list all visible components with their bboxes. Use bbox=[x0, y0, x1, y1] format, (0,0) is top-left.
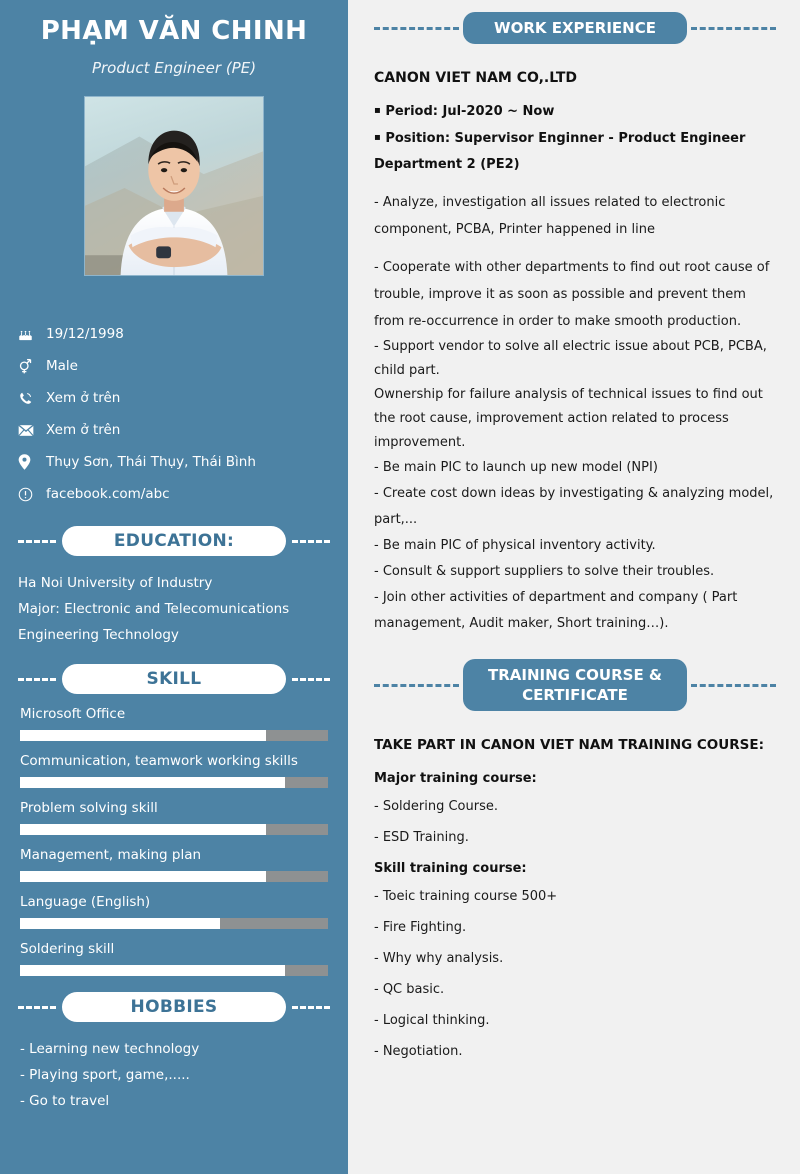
skill-bar-fill bbox=[20, 871, 266, 882]
work-bullet: - Consult & support suppliers to solve their troubles. bbox=[374, 564, 715, 579]
dash-right bbox=[292, 678, 330, 681]
hobbies-header bbox=[0, 992, 348, 1022]
skill-item bbox=[20, 706, 328, 741]
training-heading bbox=[463, 659, 687, 711]
work-experience-heading: WORK EXPERIENCE bbox=[463, 12, 687, 44]
company-name: CANON VIET NAM CO,.LTD bbox=[374, 70, 577, 86]
training-item: - Toeic training course 500+ bbox=[374, 889, 558, 904]
dash-right bbox=[292, 540, 330, 543]
training-item: - Soldering Course. bbox=[374, 799, 498, 814]
hobbies-heading: HOBBIES bbox=[62, 992, 286, 1022]
hobby-item: - Playing sport, game,..... bbox=[20, 1067, 190, 1083]
skill-heading: SKILL bbox=[62, 664, 286, 694]
skill-bar-fill bbox=[20, 965, 285, 976]
dash-left bbox=[18, 1006, 56, 1009]
contact-row bbox=[18, 382, 348, 414]
portrait-photo bbox=[85, 97, 263, 275]
contact-row bbox=[18, 446, 348, 478]
period-row bbox=[374, 98, 776, 125]
skill-label: Language (English) bbox=[20, 894, 151, 910]
period-value: Period: Jul-2020 ~ Now bbox=[385, 104, 555, 119]
education-line: Engineering Technology bbox=[18, 627, 179, 643]
work-bullet: - Be main PIC to launch up new model (NPI) bbox=[374, 460, 658, 475]
hobbies-list bbox=[0, 1022, 348, 1114]
work-paragraph: - Cooperate with other departments to find out root cause of trouble, improve it as soon as possible and prevent them from re-occurrence in order to make smooth production. bbox=[374, 260, 770, 329]
skill-label: Management, making plan bbox=[20, 847, 202, 863]
training-item: - Why why analysis. bbox=[374, 951, 504, 966]
phone-value: Xem ở trên bbox=[46, 390, 121, 406]
skill-item bbox=[20, 894, 328, 929]
skill-bar bbox=[20, 965, 328, 976]
square-bullet-icon: ▪ bbox=[374, 132, 381, 143]
work-experience-header bbox=[374, 0, 776, 44]
skill-item bbox=[20, 941, 328, 976]
work-paragraph: Ownership for failure analysis of technical issues to find out the root cause, improvement action related to process improvement. bbox=[374, 387, 763, 450]
skill-course-label: Skill training course: bbox=[374, 861, 527, 876]
major-course-label: Major training course: bbox=[374, 771, 537, 786]
info-circle-icon bbox=[18, 487, 42, 502]
education-body bbox=[0, 556, 348, 648]
position-value: Position: Supervisor Enginner - Product Engineer Department 2 (PE2) bbox=[374, 131, 746, 172]
location-pin-icon bbox=[18, 454, 42, 470]
skill-bar bbox=[20, 730, 328, 741]
training-item: - ESD Training. bbox=[374, 830, 469, 845]
skill-bar bbox=[20, 777, 328, 788]
work-meta bbox=[374, 98, 776, 178]
contact-list bbox=[0, 318, 348, 510]
dash-right bbox=[292, 1006, 330, 1009]
job-title: Product Engineer (PE) bbox=[91, 59, 257, 77]
address-value: Thụy Sơn, Thái Thụy, Thái Bình bbox=[46, 454, 256, 470]
training-heading-line1: TRAINING COURSE & bbox=[487, 666, 663, 684]
skill-bar bbox=[20, 824, 328, 835]
work-paragraph: - Support vendor to solve all electric issue about PCB, PCBA, child part. bbox=[374, 339, 767, 378]
skill-label: Problem solving skill bbox=[20, 800, 158, 816]
skill-list bbox=[0, 694, 348, 976]
dash-right bbox=[691, 684, 776, 687]
skill-bar-fill bbox=[20, 730, 266, 741]
dash-left bbox=[18, 678, 56, 681]
sidebar bbox=[0, 0, 348, 1174]
skill-header bbox=[0, 664, 348, 694]
skill-bar-fill bbox=[20, 918, 220, 929]
work-bullet: - Be main PIC of physical inventory activity. bbox=[374, 538, 656, 553]
training-title: TAKE PART IN CANON VIET NAM TRAINING COURSE: bbox=[374, 737, 764, 753]
page-title: PHẠM VĂN CHINH bbox=[40, 16, 308, 46]
square-bullet-icon: ▪ bbox=[374, 105, 381, 116]
work-paragraph: - Analyze, investigation all issues related to electronic component, PCBA, Printer happened in line bbox=[374, 195, 726, 237]
training-heading-line2: CERTIFICATE bbox=[522, 686, 628, 704]
education-header bbox=[0, 526, 348, 556]
education-heading: EDUCATION: bbox=[62, 526, 286, 556]
contact-row bbox=[18, 350, 348, 382]
dash-left bbox=[374, 684, 459, 687]
skill-label: Communication, teamwork working skills bbox=[20, 753, 298, 769]
position-row bbox=[374, 125, 776, 178]
training-item: - Negotiation. bbox=[374, 1044, 463, 1059]
dash-left bbox=[374, 27, 459, 30]
hobby-item: - Go to travel bbox=[20, 1093, 110, 1109]
skill-item bbox=[20, 847, 328, 882]
website-value[interactable]: facebook.com/abc bbox=[46, 486, 170, 502]
skill-item bbox=[20, 753, 328, 788]
dash-right bbox=[691, 27, 776, 30]
contact-row[interactable] bbox=[18, 478, 348, 510]
skill-bar-fill bbox=[20, 777, 285, 788]
avatar bbox=[84, 96, 264, 276]
phone-icon bbox=[18, 391, 42, 406]
training-item: - Logical thinking. bbox=[374, 1013, 490, 1028]
hobby-item: - Learning new technology bbox=[20, 1041, 200, 1057]
training-item: - QC basic. bbox=[374, 982, 445, 997]
education-line: Major: Electronic and Telecomunications bbox=[18, 601, 290, 617]
training-header bbox=[374, 637, 776, 711]
work-bullet: - Join other activities of department and company ( Part management, Audit maker, Short training…). bbox=[374, 590, 738, 631]
contact-row bbox=[18, 414, 348, 446]
training-item: - Fire Fighting. bbox=[374, 920, 467, 935]
education-line: Ha Noi University of Industry bbox=[18, 575, 213, 591]
skill-bar bbox=[20, 918, 328, 929]
email-icon bbox=[18, 424, 42, 437]
skill-label: Soldering skill bbox=[20, 941, 115, 957]
gender-value: Male bbox=[46, 358, 78, 374]
contact-row bbox=[18, 318, 348, 350]
skill-bar bbox=[20, 871, 328, 882]
dash-left bbox=[18, 540, 56, 543]
gender-icon bbox=[18, 358, 42, 375]
main-content bbox=[348, 0, 800, 1174]
birthday-cake-icon bbox=[18, 327, 42, 342]
email-value: Xem ở trên bbox=[46, 422, 121, 438]
work-bullet: - Create cost down ideas by investigating & analyzing model, part,... bbox=[374, 486, 774, 527]
birthday-value: 19/12/1998 bbox=[46, 326, 124, 342]
skill-bar-fill bbox=[20, 824, 266, 835]
skill-item bbox=[20, 800, 328, 835]
skill-label: Microsoft Office bbox=[20, 706, 126, 722]
